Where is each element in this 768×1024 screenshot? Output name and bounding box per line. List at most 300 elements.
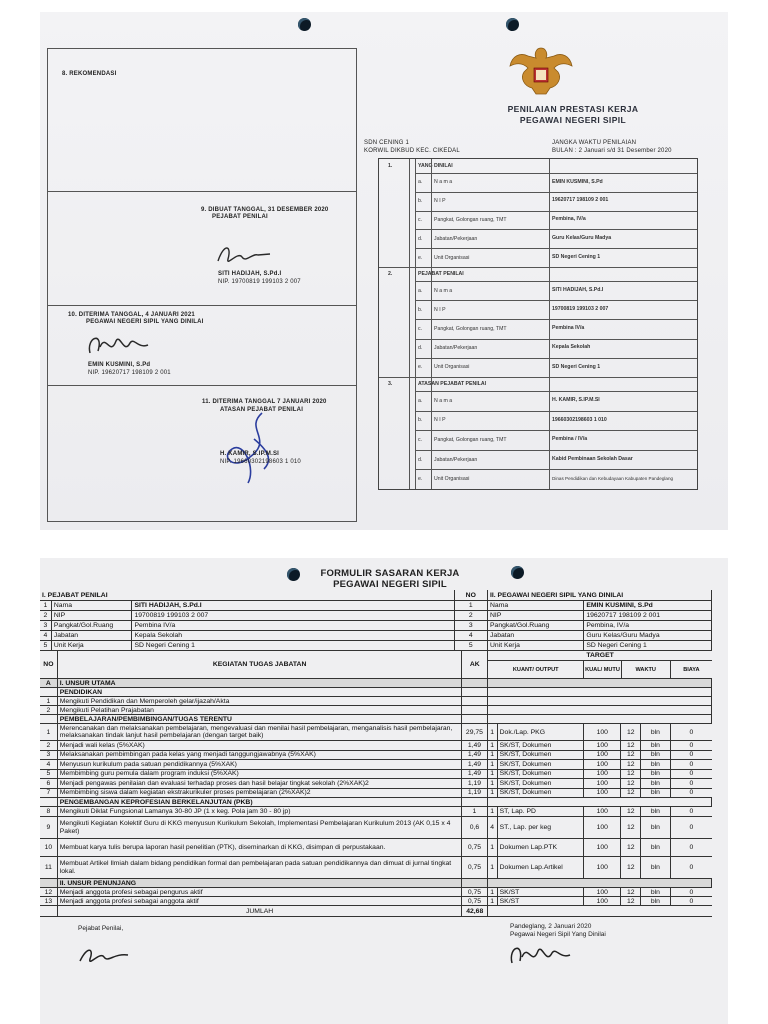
row-letter: d. xyxy=(418,235,423,242)
row-label: Jabatan/Pekerjaan xyxy=(434,456,478,463)
identity-row xyxy=(379,211,697,230)
doc-title-line1: PENILAIAN PRESTASI KERJA xyxy=(507,104,639,114)
ak-value: 29,75 xyxy=(462,724,488,740)
table-cell xyxy=(488,879,712,887)
section-number: 1. xyxy=(388,163,393,169)
row-label: Pangkat, Golongan ruang, TMT xyxy=(434,216,507,223)
identity-row xyxy=(379,192,697,211)
info-value: Kepala Sekolah xyxy=(132,631,454,640)
ak-value: 1,49 xyxy=(462,751,488,760)
identity-info-row xyxy=(40,601,712,611)
row-value: Pembina IV/a xyxy=(552,325,585,332)
identity-row xyxy=(379,391,697,411)
table-cell: 4 xyxy=(40,631,52,640)
kuant-value: 1 xyxy=(488,760,498,769)
activity-text: Mengikuti Diklat Fungsional Lamanya 30-80 JP (1 x keg. Pola jam 30 - 80 jp) xyxy=(58,807,462,816)
kual-value: 100 xyxy=(584,807,621,816)
skp-title-line2: PEGAWAI NEGERI SIPIL xyxy=(333,579,447,590)
output-value: SK/ST, Dokumen xyxy=(498,789,584,798)
kual-value: 100 xyxy=(584,888,621,896)
output-value: Dok./Lap. PKG xyxy=(498,724,584,740)
waktu-unit: bln xyxy=(641,724,671,740)
row-label: Pangkat, Golongan ruang, TMT xyxy=(434,436,507,443)
atasan-nip: NIP. 19660302198603 1 010 xyxy=(220,459,301,465)
table-cell xyxy=(488,798,712,806)
activity-text: Menjadi pengawas penilaian dan evaluasi terhadap proses dan hasil belajar tingkat sekolah (2%XAK)2 xyxy=(58,779,462,788)
col-biaya: BIAYA xyxy=(683,666,700,673)
info-label: Unit Kerja xyxy=(52,641,133,650)
kuant-value: 1 xyxy=(488,789,498,798)
section-number: 2. xyxy=(388,271,393,277)
waktu-value: 12 xyxy=(621,760,641,769)
info-value: 19620717 198109 2 001 xyxy=(584,611,712,620)
activity-text: Menyusun kurikulum pada satuan pendidikannya (5%XAK) xyxy=(58,760,462,769)
table-row xyxy=(40,789,712,799)
binder-hole-icon xyxy=(506,18,519,31)
section-row xyxy=(40,679,712,688)
pns-dinilai-header: II. PEGAWAI NEGERI SIPIL YANG DINILAI xyxy=(488,590,712,600)
row-value: 19700819 199103 2 007 xyxy=(552,306,609,313)
row-label: N I P xyxy=(434,417,446,424)
kuant-value: 1 xyxy=(488,897,498,905)
waktu-value: 12 xyxy=(621,751,641,760)
ak-value: 1,49 xyxy=(462,741,488,750)
table-cell xyxy=(462,706,488,714)
row-letter: c. xyxy=(418,216,423,223)
table-cell xyxy=(488,688,712,696)
output-value: SK/ST, Dokumen xyxy=(498,760,584,769)
waktu-unit: bln xyxy=(641,888,671,896)
table-row xyxy=(40,751,712,761)
identity-row xyxy=(379,450,697,470)
table-cell: A xyxy=(40,679,58,687)
dibuat-tanggal: 9. DIBUAT TANGGAL, 31 DESEMBER 2020 xyxy=(201,207,329,213)
kuant-value: 1 xyxy=(488,888,498,896)
identity-row xyxy=(379,319,697,338)
waktu-unit: bln xyxy=(641,897,671,905)
activity-text: Mengikuti Pelatihan Prajabatan xyxy=(58,706,463,714)
ak-value: 1,49 xyxy=(462,760,488,769)
table-cell xyxy=(488,906,712,916)
info-label: Unit Kerja xyxy=(488,641,584,650)
row-label: Jabatan/Pekerjaan xyxy=(434,235,478,242)
table-cell: 6 xyxy=(40,779,58,788)
identity-info-row xyxy=(40,631,712,641)
table-row xyxy=(40,770,712,780)
table-cell: 4 xyxy=(40,760,58,769)
biaya-value: 0 xyxy=(689,844,694,851)
recommendation-box xyxy=(47,48,357,522)
kuant-value: 1 xyxy=(488,770,498,779)
kual-value: 100 xyxy=(584,839,621,856)
row-letter: e. xyxy=(418,364,423,371)
biaya-value: 0 xyxy=(689,779,694,787)
col-waktu: WAKTU xyxy=(622,661,671,678)
waktu-unit: bln xyxy=(641,760,671,769)
korwil-name: KORWIL DIKBUD KEC. CIKEDAL xyxy=(364,148,460,154)
info-value: Guru Kelas/Guru Madya xyxy=(584,631,712,640)
table-cell xyxy=(488,679,712,687)
atasan-name: H. KAMIR, S.IP.M.SI xyxy=(220,451,280,457)
table-cell xyxy=(40,798,58,806)
row-letter: a. xyxy=(418,179,423,186)
row-letter: c. xyxy=(418,436,423,443)
table-cell: 10 xyxy=(40,839,58,856)
col-target: TARGET xyxy=(488,651,712,661)
table-cell xyxy=(40,715,58,723)
activity-text: Membimbing guru pemula dalam program induksi (5%XAK) xyxy=(58,770,462,779)
section-heading: PEJABAT PENILAI xyxy=(418,271,464,277)
pns-name: EMIN KUSMINI, S.Pd xyxy=(88,362,151,368)
table-cell: 5 xyxy=(455,641,488,650)
ak-value: 0,75 xyxy=(462,839,488,856)
ak-value: 1 xyxy=(462,807,488,816)
row-value: SD Negeri Cening 1 xyxy=(552,363,601,370)
row-value: Kepala Sekolah xyxy=(552,344,591,351)
output-value: Dokumen Lap.PTK xyxy=(498,839,584,856)
row-letter: a. xyxy=(418,287,423,294)
footer-pejabat-label: Pejabat Penilai, xyxy=(78,925,124,932)
activity-text: Melaksanakan pembimbingan pada kelas yang menjadi tanggungjawabnya (5%XAK) xyxy=(58,751,462,760)
binder-hole-icon xyxy=(298,18,311,31)
waktu-value: 12 xyxy=(621,789,641,798)
row-label: N I P xyxy=(434,306,446,313)
row-label: N a m a xyxy=(434,287,453,294)
info-label: Jabatan xyxy=(52,631,133,640)
table-cell: 2 xyxy=(455,611,488,620)
footer-date: Pandeglang, 2 Januari 2020 xyxy=(510,923,592,930)
subsection-label: PENDIDIKAN xyxy=(58,688,463,696)
table-row xyxy=(40,779,712,789)
table-row xyxy=(40,839,712,857)
kual-value: 100 xyxy=(584,779,621,788)
col-no: NO xyxy=(40,651,58,678)
kual-value: 100 xyxy=(584,751,621,760)
output-value: SK/ST, Dokumen xyxy=(498,751,584,760)
biaya-value: 0 xyxy=(689,897,694,905)
row-value: SD Negeri Cening 1 xyxy=(552,253,601,260)
identity-info-row xyxy=(40,641,712,651)
waktu-unit: bln xyxy=(641,770,671,779)
table-cell xyxy=(40,879,58,887)
pns-nip: NIP. 19620717 198109 2 001 xyxy=(88,370,171,376)
activity-text: Membuat karya tulis berupa laporan hasil penelitian (PTK), diseminarkan di KKG, disimpan di perpustakaan. xyxy=(58,839,462,856)
waktu-value: 12 xyxy=(621,741,641,750)
signature-footer xyxy=(40,917,712,977)
table-cell xyxy=(462,688,488,696)
footer-pns-label: Pegawai Negeri Sipil Yang Dinilai xyxy=(510,931,606,938)
info-label: NIP xyxy=(52,611,133,620)
table-cell xyxy=(40,688,58,696)
table-cell: 1 xyxy=(455,601,488,610)
pejabat-penilai-label: PEJABAT PENILAI xyxy=(212,214,268,220)
penilai-name: SITI HADIJAH, S.Pd.I xyxy=(218,271,282,277)
school-name: SDN CENING 1 xyxy=(364,140,410,146)
col-target-group xyxy=(488,651,712,678)
document-photo-skp xyxy=(40,558,728,1024)
waktu-value: 12 xyxy=(621,888,641,896)
info-value: SD Negeri Cening 1 xyxy=(584,641,712,650)
table-cell xyxy=(462,879,488,887)
identity-row xyxy=(379,339,697,358)
info-label: NIP xyxy=(488,611,584,620)
subsection-row xyxy=(40,798,712,807)
kual-value: 100 xyxy=(584,760,621,769)
kual-value: 100 xyxy=(584,724,621,740)
identity-header-row xyxy=(40,590,712,601)
diterima-atasan-date: 11. DITERIMA TANGGAL 7 JANUARI 2020 xyxy=(202,399,327,405)
col-kuant: KUANT/ OUTPUT xyxy=(488,661,584,678)
row-value: Kabid Pembinaan Sekolah Dasar xyxy=(552,455,633,462)
waktu-value: 12 xyxy=(621,779,641,788)
diterima-pns-date: 10. DITERIMA TANGGAL, 4 JANUARI 2021 xyxy=(68,312,195,318)
table-cell xyxy=(488,715,712,723)
info-value: SITI HADIJAH, S.Pd.I xyxy=(132,601,454,610)
table-row xyxy=(40,741,712,751)
row-letter: d. xyxy=(418,345,423,352)
row-label: N a m a xyxy=(434,397,453,404)
row-label: Unit Organisasi xyxy=(434,476,470,483)
subsection-label: PENGEMBANGAN KEPROFESIAN BERKELANJUTAN (PKB) xyxy=(58,798,463,806)
biaya-value: 0 xyxy=(689,770,694,778)
waktu-unit: bln xyxy=(641,741,671,750)
waktu-value: 12 xyxy=(621,724,641,740)
document-photo-penilaian xyxy=(40,12,728,530)
table-cell: 5 xyxy=(40,770,58,779)
biaya-value: 0 xyxy=(689,888,694,896)
kual-value: 100 xyxy=(584,817,621,838)
row-label: Pangkat, Golongan ruang, TMT xyxy=(434,325,507,332)
row-letter: e. xyxy=(418,254,423,261)
kual-value: 100 xyxy=(584,789,621,798)
rekomendasi-label: 8. REKOMENDASI xyxy=(62,71,117,77)
identity-row xyxy=(379,411,697,431)
identity-row xyxy=(379,248,697,267)
table-cell: 2 xyxy=(40,611,52,620)
ak-value: 1,19 xyxy=(462,779,488,788)
waktu-unit: bln xyxy=(641,857,671,878)
biaya-value: 0 xyxy=(689,760,694,768)
identity-row xyxy=(379,430,697,450)
signature-pns-icon xyxy=(506,939,576,971)
kual-value: 100 xyxy=(584,741,621,750)
doc-title-line2: PEGAWAI NEGERI SIPIL xyxy=(519,115,627,125)
kual-value: 100 xyxy=(584,857,621,878)
activity-text: Mengikuti Kegiatan Kolektif Guru di KKG menyusun Kurikulum Sekolah, Implementasi Pembelajaran Kurikulum 2013 (AK 0,15 x 4 Paket) xyxy=(58,817,462,838)
col-ak: AK xyxy=(462,651,488,678)
table-row xyxy=(40,697,712,706)
waktu-value: 12 xyxy=(621,817,641,838)
output-value: SK/ST xyxy=(498,897,584,905)
identity-row xyxy=(379,173,697,192)
table-row xyxy=(40,724,712,741)
info-label: Pangkat/Gol.Ruang xyxy=(52,621,133,630)
waktu-unit: bln xyxy=(641,789,671,798)
jumlah-label: JUMLAH xyxy=(58,906,463,916)
table-cell: 4 xyxy=(455,631,488,640)
no-header: NO xyxy=(455,590,488,600)
row-letter: d. xyxy=(418,456,423,463)
row-label: N a m a xyxy=(434,179,453,186)
bulan-period: BULAN : 2 Januari s/d 31 Desember 2020 xyxy=(552,148,672,154)
penilai-nip: NIP. 19700819 199103 2 007 xyxy=(218,279,301,285)
identity-row xyxy=(379,300,697,319)
activity-text: Membuat Artikel Ilmiah dalam bidang pendidikan formal dan pembelajaran pada satuan pendidikannya dan dimuat di jurnal tingkat lokal. xyxy=(58,857,462,878)
row-value: 19620717 198109 2 001 xyxy=(552,197,609,204)
column-header-row xyxy=(40,651,712,679)
info-label: Nama xyxy=(488,601,584,610)
section-row xyxy=(40,879,712,888)
waktu-value: 12 xyxy=(621,770,641,779)
biaya-value: 0 xyxy=(689,864,694,871)
row-value: EMIN KUSMINI, S.Pd xyxy=(552,178,603,185)
biaya-value: 0 xyxy=(689,728,694,736)
row-letter: b. xyxy=(418,417,423,424)
signature-pns-icon xyxy=(84,329,154,363)
identity-row xyxy=(379,358,697,377)
table-row xyxy=(40,888,712,897)
row-label: Unit Organisasi xyxy=(434,254,470,261)
binder-hole-icon xyxy=(511,566,524,579)
table-cell: 1 xyxy=(40,724,58,740)
row-letter: a. xyxy=(418,397,423,404)
ak-value: 0,75 xyxy=(462,897,488,905)
signature-penilai-icon xyxy=(214,241,274,271)
table-row xyxy=(40,760,712,770)
row-value: 19660302198603 1 010 xyxy=(552,416,607,423)
row-value: H. KAMIR, S.IP.M.SI xyxy=(552,397,600,404)
table-cell: 1 xyxy=(40,697,58,705)
table-cell xyxy=(488,706,712,714)
kuant-value: 1 xyxy=(488,839,498,856)
col-kual: KUAL/ MUTU xyxy=(584,661,621,678)
signature-atasan-icon xyxy=(214,409,294,489)
activity-text: Mengikuti Pendidikan dan Memperoleh gelar/ijazah/Akta xyxy=(58,697,463,705)
waktu-unit: bln xyxy=(641,817,671,838)
total-row xyxy=(40,906,712,917)
activity-text: Menjadi wali kelas (5%XAK) xyxy=(58,741,462,750)
jumlah-value: 42,68 xyxy=(462,906,488,916)
kuant-value: 1 xyxy=(488,751,498,760)
diterima-pns-label: PEGAWAI NEGERI SIPIL YANG DINILAI xyxy=(86,319,204,325)
section-label: I. UNSUR UTAMA xyxy=(58,679,463,687)
subsection-label: PEMBELAJARAN/PEMBIMBINGAN/TUGAS TERENTU xyxy=(58,715,463,723)
ak-value: 1,49 xyxy=(462,770,488,779)
waktu-value: 12 xyxy=(621,807,641,816)
info-value: Pembina IV/a xyxy=(132,621,454,630)
table-cell: 11 xyxy=(40,857,58,878)
info-label: Nama xyxy=(52,601,133,610)
output-value: ST., Lap. per keg xyxy=(498,817,584,838)
waktu-value: 12 xyxy=(621,857,641,878)
waktu-value: 12 xyxy=(621,897,641,905)
waktu-value: 12 xyxy=(621,839,641,856)
activity-text: Menjadi anggota profesi sebagai pengurus aktif xyxy=(58,888,462,896)
kual-value: 100 xyxy=(584,770,621,779)
info-value: SD Negeri Cening 1 xyxy=(132,641,454,650)
identity-info-row xyxy=(40,611,712,621)
table-cell: 7 xyxy=(40,789,58,798)
biaya-value: 0 xyxy=(689,741,694,749)
skp-table xyxy=(40,590,712,977)
output-value: SK/ST xyxy=(498,888,584,896)
table-cell: 1 xyxy=(40,601,52,610)
identity-table xyxy=(378,158,698,490)
ak-value: 0,6 xyxy=(462,817,488,838)
table-cell xyxy=(462,679,488,687)
output-value: SK/ST, Dokumen xyxy=(498,770,584,779)
table-cell: 3 xyxy=(40,621,52,630)
activity-text: Menjadi anggota profesi sebagai anggota aktif xyxy=(58,897,462,905)
row-letter: c. xyxy=(418,325,423,332)
activity-text: Merencanakan dan melaksanakan pembelajaran, mengevaluasi dan menilai hasil pembelajaran, menganalisis hasil pembelajaran, melaksanakan tindak lanjut hasil pembelajaran (dengan target baik) xyxy=(58,724,462,740)
table-row xyxy=(40,706,712,715)
waktu-unit: bln xyxy=(641,751,671,760)
signature-penilai-icon xyxy=(74,943,134,969)
table-cell: 12 xyxy=(40,888,58,896)
row-value: Pembina, IV/a xyxy=(552,216,586,223)
biaya-value: 0 xyxy=(689,789,694,797)
identity-row xyxy=(379,281,697,300)
table-cell: 2 xyxy=(40,706,58,714)
info-label: Pangkat/Gol.Ruang xyxy=(488,621,584,630)
identity-row xyxy=(379,469,697,489)
ak-value: 1,19 xyxy=(462,789,488,798)
table-cell: 5 xyxy=(40,641,52,650)
row-letter: e. xyxy=(418,476,423,483)
kuant-value: 1 xyxy=(488,724,498,740)
section-label: II. UNSUR PENUNJANG xyxy=(58,879,463,887)
table-cell: 13 xyxy=(40,897,58,905)
row-value: Pembina / IV/a xyxy=(552,436,588,443)
row-label: Jabatan/Pekerjaan xyxy=(434,345,478,352)
table-cell: 9 xyxy=(40,817,58,838)
output-value: ST, Lap. PD xyxy=(498,807,584,816)
row-value: Guru Kelas/Guru Madya xyxy=(552,235,612,242)
subsection-row xyxy=(40,688,712,697)
output-value: SK/ST, Dokumen xyxy=(498,741,584,750)
kuant-value: 1 xyxy=(488,857,498,878)
kuant-value: 4 xyxy=(488,817,498,838)
kuant-value: 1 xyxy=(488,779,498,788)
skp-title-line1: FORMULIR SASARAN KERJA xyxy=(320,568,460,579)
kuant-value: 1 xyxy=(488,741,498,750)
table-row xyxy=(40,897,712,906)
info-label: Jabatan xyxy=(488,631,584,640)
ak-value: 0,75 xyxy=(462,888,488,896)
row-label: N I P xyxy=(434,198,446,205)
table-cell: 2 xyxy=(40,741,58,750)
waktu-unit: bln xyxy=(641,807,671,816)
table-cell xyxy=(40,906,58,916)
row-label: Unit Organisasi xyxy=(434,364,470,371)
section-heading: YANG DINILAI xyxy=(418,163,453,169)
biaya-value: 0 xyxy=(689,824,694,831)
row-value: Dinas Pendidikan dan Kebudayaan Kabupaten Pandeglang xyxy=(552,475,674,481)
identity-row xyxy=(379,229,697,248)
output-value: SK/ST, Dokumen xyxy=(498,779,584,788)
table-cell: 3 xyxy=(40,751,58,760)
section-heading: ATASAN PEJABAT PENILAI xyxy=(418,381,487,387)
ak-value: 0,75 xyxy=(462,857,488,878)
table-cell xyxy=(462,715,488,723)
output-value: Dokumen Lap.Artikel xyxy=(498,857,584,878)
garuda-emblem-icon xyxy=(506,42,576,98)
table-cell: 3 xyxy=(455,621,488,630)
jangka-label: JANGKA WAKTU PENILAIAN xyxy=(552,140,637,146)
table-cell xyxy=(462,697,488,705)
col-kegiatan: KEGIATAN TUGAS JABATAN xyxy=(58,651,463,678)
